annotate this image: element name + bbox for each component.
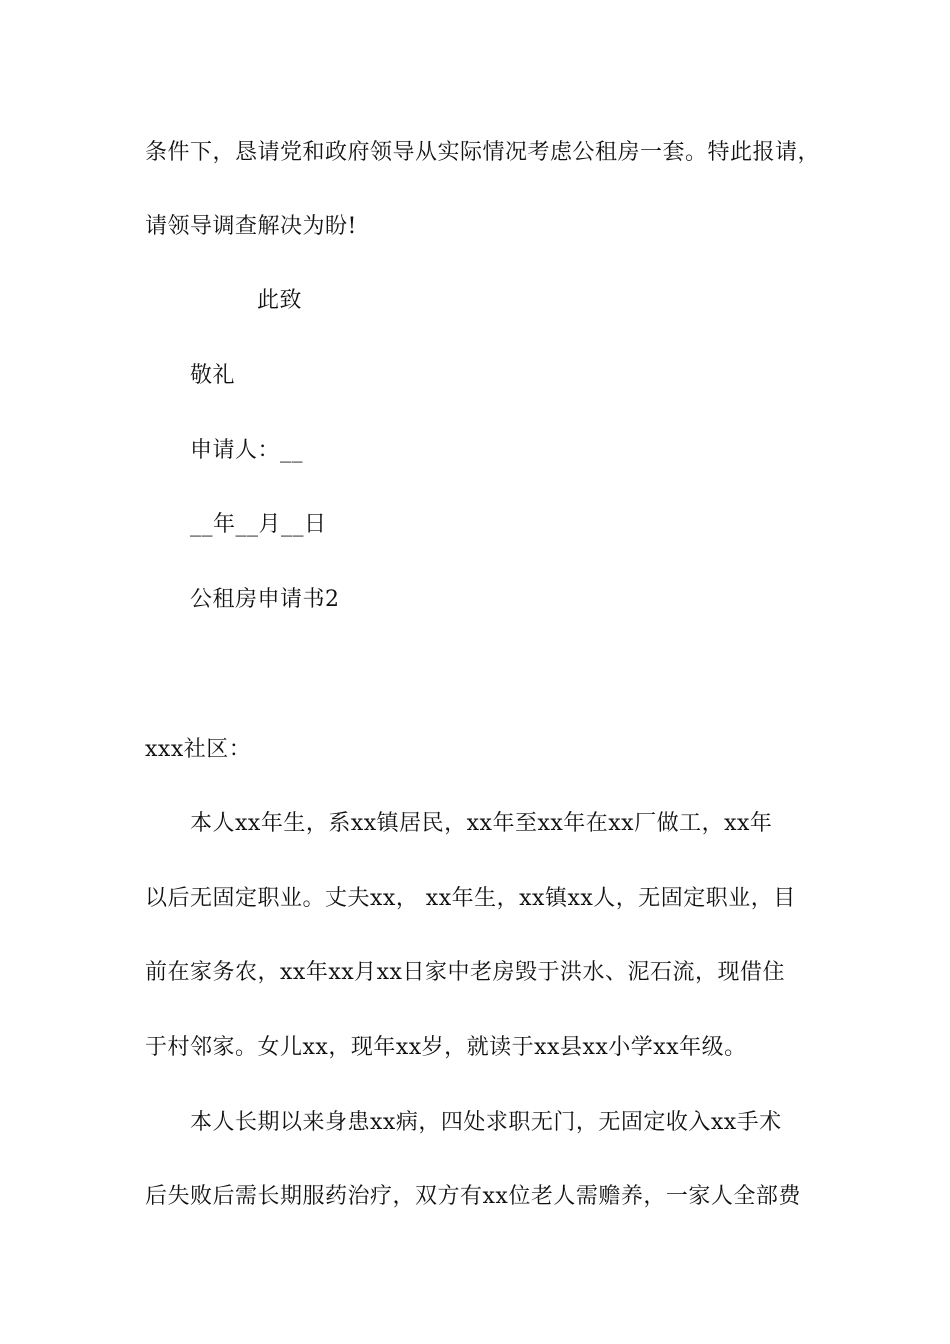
recipient-line: xxx社区： xyxy=(145,737,252,762)
paragraph-line: 前在家务农，xx年xx月xx日家中老房毁于洪水、泥石流，现借住 xyxy=(145,960,785,985)
date-line: __年__月__日 xyxy=(190,512,327,537)
closing-respect: 敬礼 xyxy=(190,363,236,388)
paragraph-line: 后失败后需长期服药治疗，双方有xx位老人需赡养，一家人全部费 xyxy=(145,1184,801,1209)
paragraph-line: 请领导调查解决为盼! xyxy=(145,214,357,239)
paragraph-line: 以后无固定职业。丈夫xx， xx年生，xx镇xx人，无固定职业，目 xyxy=(145,886,796,911)
applicant-signature: 申请人：__ xyxy=(190,438,304,463)
section-title: 公租房申请书2 xyxy=(190,587,340,612)
paragraph-line: 于村邻家。女儿xx，现年xx岁，就读于xx县xx小学xx年级。 xyxy=(145,1035,747,1060)
paragraph-line: 本人长期以来身患xx病，四处求职无门，无固定收入xx手术 xyxy=(190,1110,782,1135)
paragraph-line: 本人xx年生，系xx镇居民，xx年至xx年在xx厂做工，xx年 xyxy=(190,811,773,836)
paragraph-line: 条件下，恳请党和政府领导从实际情况考虑公租房一套。特此报请， xyxy=(145,140,821,165)
closing-salutation: 此致 xyxy=(257,288,303,313)
